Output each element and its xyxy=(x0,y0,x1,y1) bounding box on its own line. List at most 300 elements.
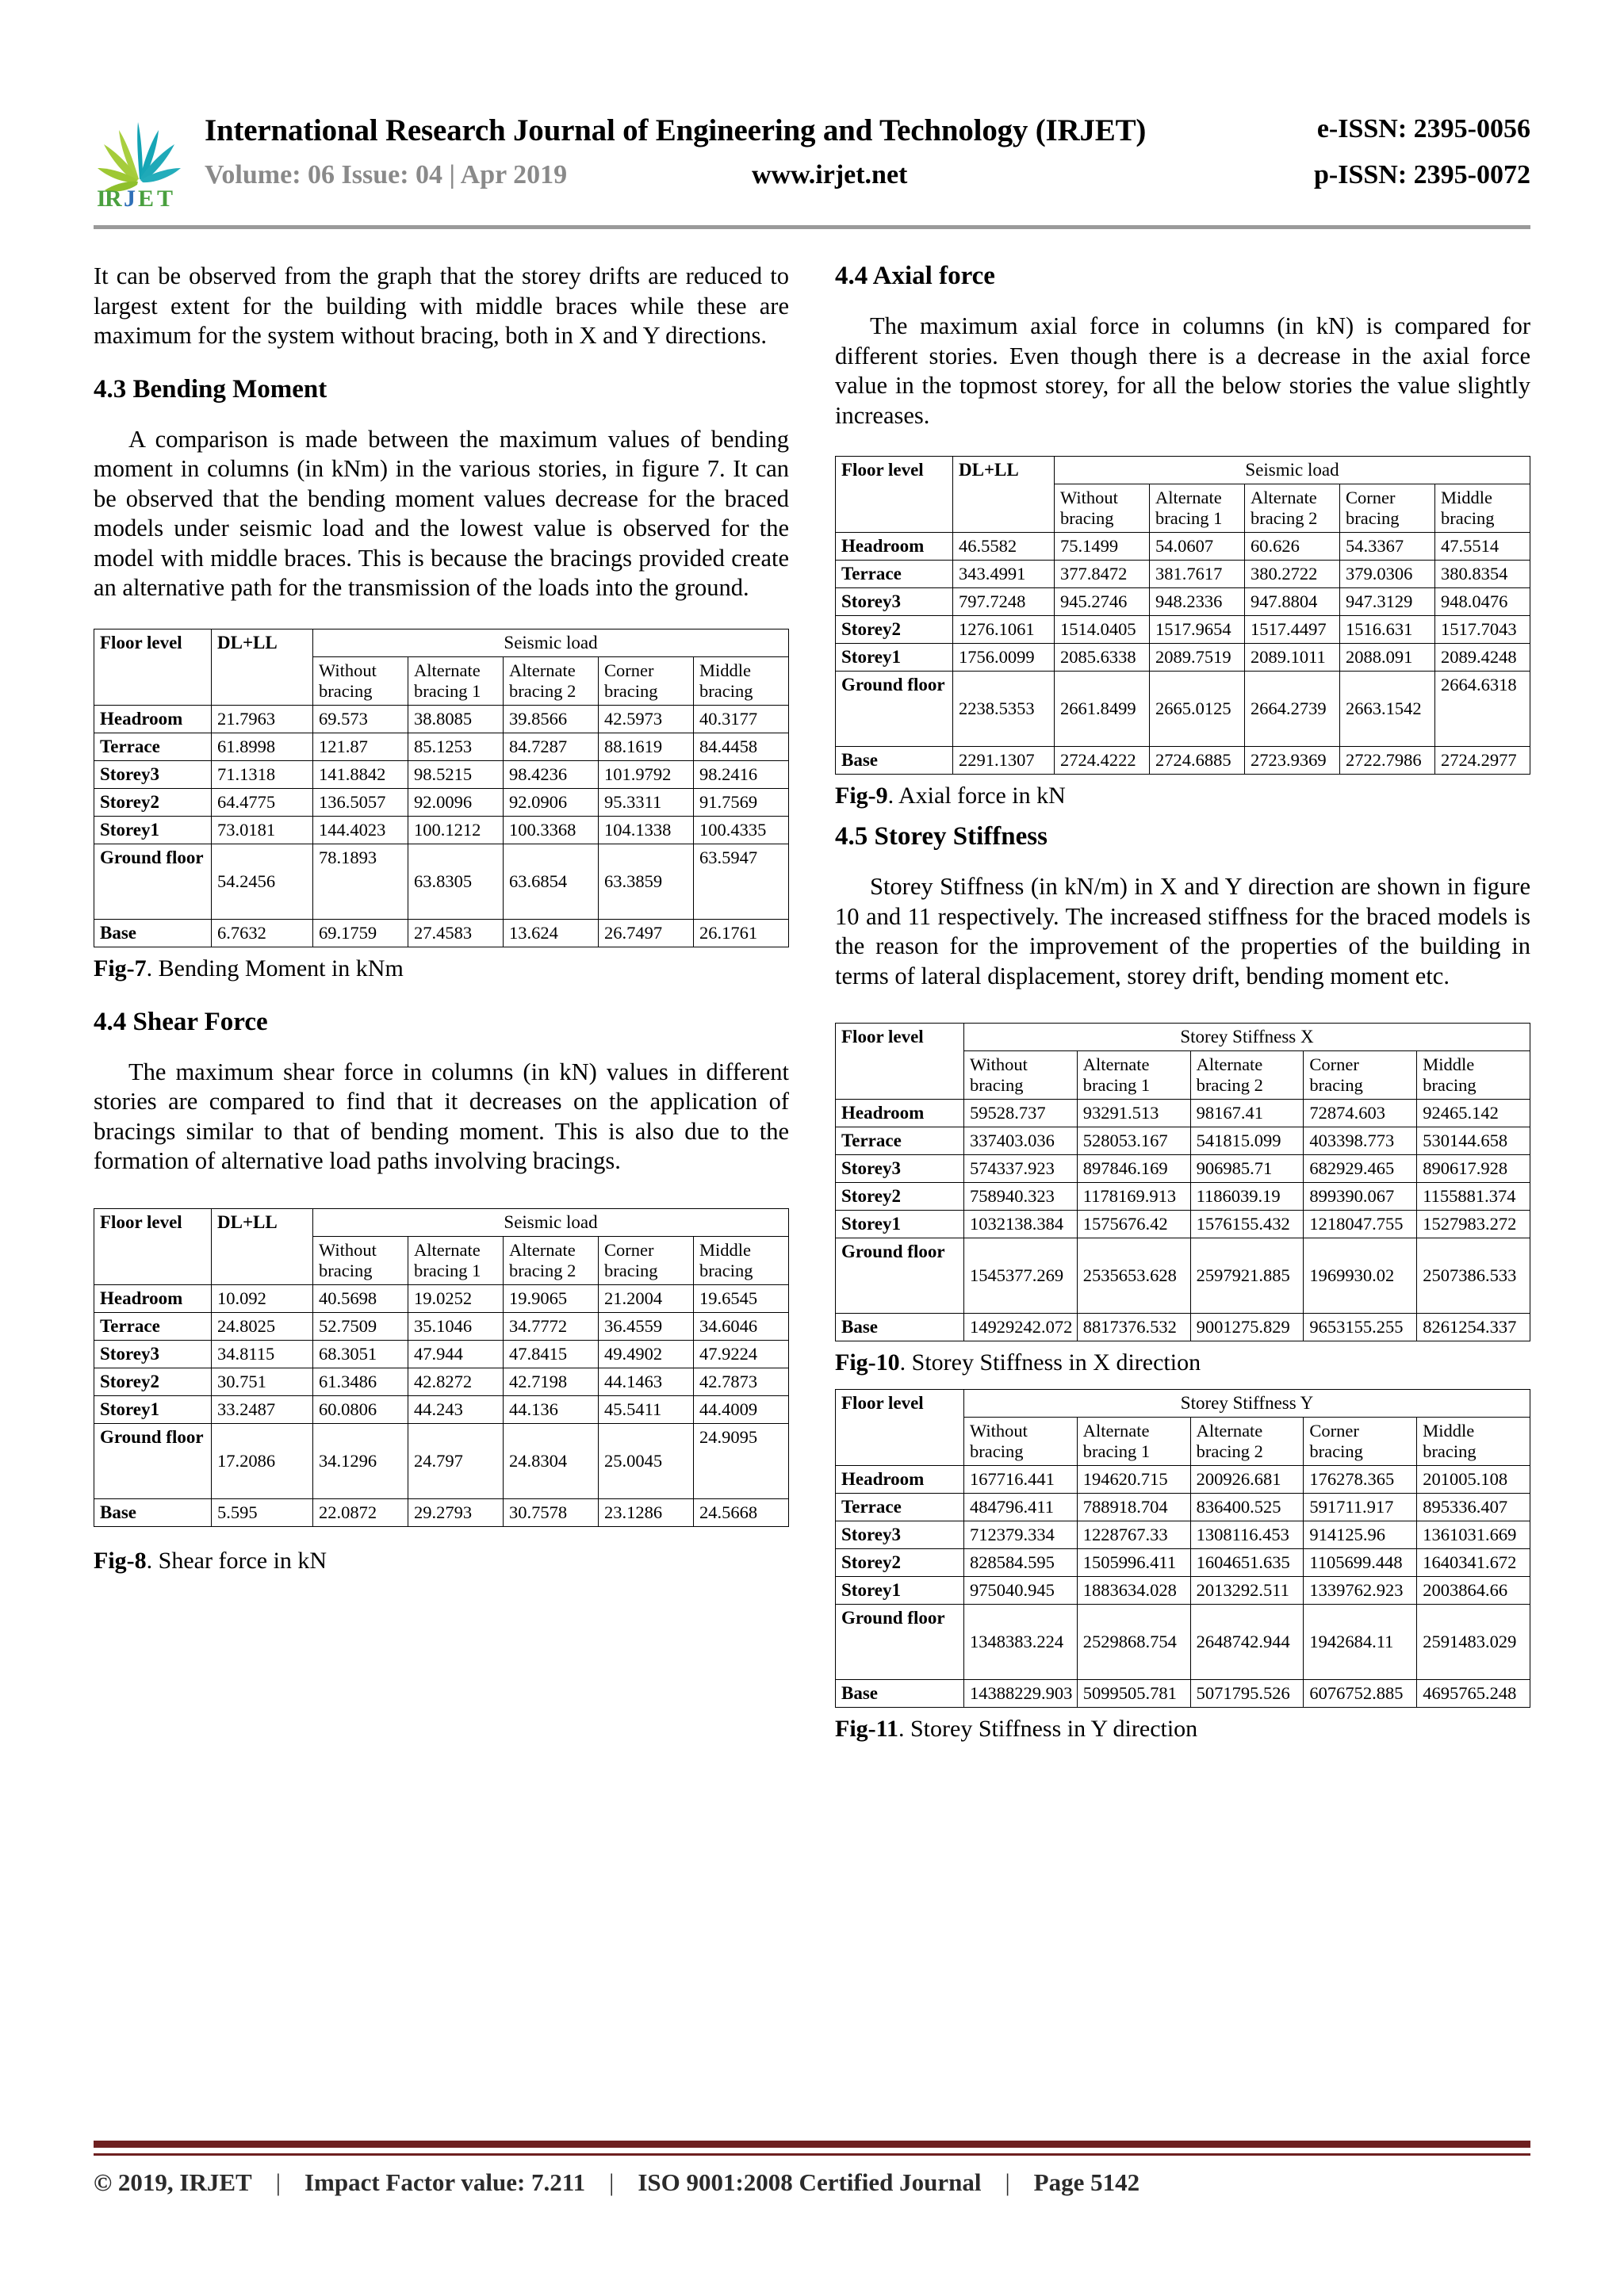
row-label: Ground floor xyxy=(836,1605,964,1680)
cell: 63.3859 xyxy=(599,844,694,919)
col-group-header-seismic-load: Seismic load xyxy=(313,629,789,656)
spacer xyxy=(94,603,789,624)
row-label: Ground floor xyxy=(836,1238,964,1314)
table-body xyxy=(836,1466,1530,1708)
cell: 42.8272 xyxy=(408,1368,504,1395)
cell: 5071795.526 xyxy=(1190,1680,1304,1708)
cell: 27.4583 xyxy=(408,919,504,947)
footer-impact-factor: Impact Factor value: 7.211 xyxy=(304,2168,586,2196)
cell: 98.2416 xyxy=(694,760,789,788)
table-row xyxy=(94,1423,789,1498)
cell: 380.8354 xyxy=(1435,561,1530,588)
cell: 61.3486 xyxy=(313,1368,408,1395)
cell: 1032138.384 xyxy=(964,1211,1078,1238)
cell: 712379.334 xyxy=(964,1521,1078,1549)
table-row xyxy=(836,561,1530,588)
spacer xyxy=(94,1037,789,1058)
row-label: Storey1 xyxy=(94,1395,212,1423)
cell: 1339762.923 xyxy=(1304,1577,1417,1605)
table-row xyxy=(94,733,789,760)
cell: 44.136 xyxy=(504,1395,599,1423)
cell-dlll: 30.751 xyxy=(212,1368,313,1395)
cell: 828584.595 xyxy=(964,1549,1078,1577)
heading-4-3-bending-moment: 4.3 Bending Moment xyxy=(94,374,327,404)
row-label: Base xyxy=(836,1680,964,1708)
irjet-logo-icon xyxy=(94,111,186,209)
table-row xyxy=(94,1395,789,1423)
table-body xyxy=(94,1284,789,1526)
cell: 34.7772 xyxy=(504,1312,599,1340)
row-label: Base xyxy=(836,747,953,775)
spacer xyxy=(835,430,1530,451)
cell-dlll: 1276.1061 xyxy=(953,616,1055,644)
cell: 2661.8499 xyxy=(1055,672,1150,747)
col-header-middle-bracing: Middle bracing xyxy=(1417,1418,1530,1466)
row-label: Headroom xyxy=(94,1284,212,1312)
figure-caption-7-text: . Bending Moment in kNm xyxy=(146,955,404,982)
table-row xyxy=(836,533,1530,561)
cell: 144.4023 xyxy=(313,816,408,844)
row-label: Terrace xyxy=(94,1312,212,1340)
col-header-dlll: DL+LL xyxy=(953,457,1055,533)
table-row xyxy=(836,1466,1530,1494)
footer-separator: | xyxy=(609,2168,615,2196)
col-header-floor-level: Floor level xyxy=(94,629,212,705)
cell: 1969930.02 xyxy=(1304,1238,1417,1314)
cell: 26.1761 xyxy=(694,919,789,947)
col-header-alternate-bracing-2: Alternate bracing 2 xyxy=(1245,484,1340,533)
cell: 2529868.754 xyxy=(1077,1605,1190,1680)
cell-dlll: 6.7632 xyxy=(212,919,313,947)
table-axial-force xyxy=(835,456,1530,775)
row-label: Storey1 xyxy=(836,1577,964,1605)
cell: 22.0872 xyxy=(313,1498,408,1526)
cell: 1105699.448 xyxy=(1304,1549,1417,1577)
svg-text:J: J xyxy=(124,186,136,209)
cell: 26.7497 xyxy=(599,919,694,947)
col-header-alternate-bracing-2: Alternate bracing 2 xyxy=(1190,1418,1304,1466)
col-header-alternate-bracing-1: Alternate bracing 1 xyxy=(1150,484,1245,533)
cell: 1575676.42 xyxy=(1077,1211,1190,1238)
cell: 948.2336 xyxy=(1150,588,1245,616)
cell: 98167.41 xyxy=(1190,1100,1304,1127)
page-header xyxy=(94,111,1530,222)
row-label: Headroom xyxy=(94,705,212,733)
row-label: Base xyxy=(836,1314,964,1341)
cell: 897846.169 xyxy=(1077,1155,1190,1183)
cell: 101.9792 xyxy=(599,760,694,788)
cell: 19.6545 xyxy=(694,1284,789,1312)
cell: 84.4458 xyxy=(694,733,789,760)
heading-4-4-shear-force: 4.4 Shear Force xyxy=(94,1007,268,1036)
cell: 1527983.272 xyxy=(1417,1211,1530,1238)
table-row xyxy=(94,844,789,919)
row-label: Base xyxy=(94,919,212,947)
cell: 2723.9369 xyxy=(1245,747,1340,775)
cell: 8261254.337 xyxy=(1417,1314,1530,1341)
table-row xyxy=(836,644,1530,672)
cell: 13.624 xyxy=(504,919,599,947)
cell-dlll: 34.8115 xyxy=(212,1340,313,1368)
cell: 63.5947 xyxy=(694,844,789,919)
cell: 2535653.628 xyxy=(1077,1238,1190,1314)
journal-title: International Research Journal of Engineering and Technology (IRJET) xyxy=(205,113,1147,147)
cell: 84.7287 xyxy=(504,733,599,760)
col-header-without-bracing: Without bracing xyxy=(964,1051,1078,1100)
row-label: Terrace xyxy=(836,1127,964,1155)
table-header-row-1 xyxy=(94,629,789,656)
table-head xyxy=(94,629,789,705)
table-row xyxy=(94,788,789,816)
row-label: Base xyxy=(94,1498,212,1526)
figure-caption-11-label: Fig-11 xyxy=(835,1716,898,1742)
col-header-dlll: DL+LL xyxy=(212,1208,313,1284)
figure-caption-8 xyxy=(94,1546,789,1576)
cell: 78.1893 xyxy=(313,844,408,919)
col-header-floor-level: Floor level xyxy=(94,1208,212,1284)
row-label: Headroom xyxy=(836,1100,964,1127)
table-wrapper-stiffness-x xyxy=(835,1023,1530,1341)
spacer xyxy=(94,1177,789,1203)
journal-website[interactable]: www.irjet.net xyxy=(752,160,908,189)
cell: 176278.365 xyxy=(1304,1466,1417,1494)
cell: 1186039.19 xyxy=(1190,1183,1304,1211)
footer-divider-thin xyxy=(94,2153,1530,2156)
col-header-floor-level: Floor level xyxy=(836,457,953,533)
col-header-alternate-bracing-1: Alternate bracing 1 xyxy=(1077,1418,1190,1466)
row-label: Ground floor xyxy=(94,1423,212,1498)
left-column xyxy=(94,262,789,1576)
cell: 98.5215 xyxy=(408,760,504,788)
cell: 1218047.755 xyxy=(1304,1211,1417,1238)
cell: 36.4559 xyxy=(599,1312,694,1340)
table-row xyxy=(836,1211,1530,1238)
table-body xyxy=(94,705,789,947)
cell: 895336.407 xyxy=(1417,1494,1530,1521)
table-row xyxy=(836,747,1530,775)
table-storey-stiffness-x xyxy=(835,1023,1530,1341)
cell: 42.7198 xyxy=(504,1368,599,1395)
cell-dlll: 24.8025 xyxy=(212,1312,313,1340)
heading-4-5-storey-stiffness: 4.5 Storey Stiffness xyxy=(835,822,1048,851)
header-divider xyxy=(94,225,1530,229)
table-row xyxy=(94,816,789,844)
table-row xyxy=(836,1680,1530,1708)
table-row xyxy=(836,1314,1530,1341)
row-label: Terrace xyxy=(836,561,953,588)
table-wrapper-stiffness-y xyxy=(835,1389,1530,1708)
figure-caption-9-text: . Axial force in kN xyxy=(887,783,1066,809)
cell: 2724.6885 xyxy=(1150,747,1245,775)
cell: 403398.773 xyxy=(1304,1127,1417,1155)
table-header-row-1 xyxy=(94,1208,789,1236)
cell: 194620.715 xyxy=(1077,1466,1190,1494)
table-row xyxy=(836,1577,1530,1605)
cell: 682929.465 xyxy=(1304,1155,1417,1183)
cell: 379.0306 xyxy=(1340,561,1435,588)
cell-dlll: 46.5582 xyxy=(953,533,1055,561)
cell-dlll: 73.0181 xyxy=(212,816,313,844)
table-wrapper-shear-force xyxy=(94,1208,789,1527)
cell: 68.3051 xyxy=(313,1340,408,1368)
col-header-middle-bracing: Middle bracing xyxy=(1417,1051,1530,1100)
cell: 136.5057 xyxy=(313,788,408,816)
cell: 40.3177 xyxy=(694,705,789,733)
row-label: Storey2 xyxy=(94,1368,212,1395)
cell: 47.8415 xyxy=(504,1340,599,1368)
cell: 1517.7043 xyxy=(1435,616,1530,644)
col-header-without-bracing: Without bracing xyxy=(313,1236,408,1284)
cell: 30.7578 xyxy=(504,1498,599,1526)
spacer xyxy=(835,851,1530,872)
cell: 377.8472 xyxy=(1055,561,1150,588)
cell: 1155881.374 xyxy=(1417,1183,1530,1211)
table-storey-stiffness-y xyxy=(835,1389,1530,1708)
cell: 24.5668 xyxy=(694,1498,789,1526)
figure-caption-8-text: . Shear force in kN xyxy=(146,1547,327,1574)
table-row xyxy=(94,1498,789,1526)
cell: 947.8804 xyxy=(1245,588,1340,616)
cell: 167716.441 xyxy=(964,1466,1078,1494)
cell: 1516.631 xyxy=(1340,616,1435,644)
cell: 9653155.255 xyxy=(1304,1314,1417,1341)
row-label: Storey2 xyxy=(836,616,953,644)
spacer xyxy=(835,291,1530,312)
table-wrapper-bending-moment xyxy=(94,629,789,947)
cell: 100.3368 xyxy=(504,816,599,844)
cell: 47.944 xyxy=(408,1340,504,1368)
table-wrapper-axial-force xyxy=(835,456,1530,775)
row-label: Headroom xyxy=(836,1466,964,1494)
figure-caption-11 xyxy=(835,1714,1530,1744)
row-label: Storey3 xyxy=(94,1340,212,1368)
row-label: Storey2 xyxy=(836,1549,964,1577)
cell: 24.797 xyxy=(408,1423,504,1498)
cell: 121.87 xyxy=(313,733,408,760)
page-footer xyxy=(94,2168,1530,2197)
col-header-middle-bracing: Middle bracing xyxy=(694,656,789,705)
figure-caption-10 xyxy=(835,1348,1530,1378)
cell: 2665.0125 xyxy=(1150,672,1245,747)
heading-4-4-axial-force: 4.4 Axial force xyxy=(835,262,995,290)
figure-caption-9 xyxy=(835,781,1530,811)
cell: 2724.2977 xyxy=(1435,747,1530,775)
col-header-corner-bracing: Corner bracing xyxy=(1340,484,1435,533)
table-row xyxy=(836,1238,1530,1314)
col-header-alternate-bracing-1: Alternate bracing 1 xyxy=(408,1236,504,1284)
col-header-corner-bracing: Corner bracing xyxy=(599,656,694,705)
col-header-alternate-bracing-1: Alternate bracing 1 xyxy=(408,656,504,705)
row-label: Storey1 xyxy=(836,644,953,672)
cell: 69.1759 xyxy=(313,919,408,947)
cell: 2089.1011 xyxy=(1245,644,1340,672)
spacer xyxy=(94,404,789,425)
cell: 1517.4497 xyxy=(1245,616,1340,644)
cell: 2013292.511 xyxy=(1190,1577,1304,1605)
paragraph-4-4-shear: The maximum shear force in columns (in kN) values in different stories are compared to find that it decreases on the application of bracings similar to that of bending moment. This is also due to the formation of alternative load paths involving bracings. xyxy=(94,1058,789,1174)
cell-dlll: 61.8998 xyxy=(212,733,313,760)
cell: 38.8085 xyxy=(408,705,504,733)
cell: 1308116.453 xyxy=(1190,1521,1304,1549)
cell: 104.1338 xyxy=(599,816,694,844)
cell-dlll: 64.4775 xyxy=(212,788,313,816)
cell: 2089.7519 xyxy=(1150,644,1245,672)
row-label: Storey1 xyxy=(94,816,212,844)
cell: 47.9224 xyxy=(694,1340,789,1368)
table-row xyxy=(94,1284,789,1312)
cell: 21.2004 xyxy=(599,1284,694,1312)
figure-caption-7-label: Fig-7 xyxy=(94,955,147,982)
footer-divider-thick xyxy=(94,2141,1530,2148)
table-row xyxy=(94,919,789,947)
cell-dlll: 21.7963 xyxy=(212,705,313,733)
figure-caption-8-label: Fig-8 xyxy=(94,1547,147,1574)
cell: 72874.603 xyxy=(1304,1100,1417,1127)
cell: 19.0252 xyxy=(408,1284,504,1312)
cell: 758940.323 xyxy=(964,1183,1078,1211)
col-header-alternate-bracing-2: Alternate bracing 2 xyxy=(1190,1051,1304,1100)
cell: 484796.411 xyxy=(964,1494,1078,1521)
cell: 200926.681 xyxy=(1190,1466,1304,1494)
table-head xyxy=(836,457,1530,533)
footer-page-number: Page 5142 xyxy=(1033,2168,1140,2196)
col-header-alternate-bracing-1: Alternate bracing 1 xyxy=(1077,1051,1190,1100)
cell-dlll: 71.1318 xyxy=(212,760,313,788)
col-header-corner-bracing: Corner bracing xyxy=(1304,1051,1417,1100)
row-label: Headroom xyxy=(836,533,953,561)
col-group-header-storey-stiffness-y: Storey Stiffness Y xyxy=(964,1390,1530,1418)
cell: 95.3311 xyxy=(599,788,694,816)
cell-dlll: 17.2086 xyxy=(212,1423,313,1498)
table-head xyxy=(94,1208,789,1284)
cell: 92465.142 xyxy=(1417,1100,1530,1127)
cell: 14388229.903 xyxy=(964,1680,1078,1708)
cell: 44.4009 xyxy=(694,1395,789,1423)
cell: 2724.4222 xyxy=(1055,747,1150,775)
table-row xyxy=(94,760,789,788)
col-header-corner-bracing: Corner bracing xyxy=(1304,1418,1417,1466)
table-row xyxy=(94,1312,789,1340)
cell: 914125.96 xyxy=(1304,1521,1417,1549)
cell: 201005.108 xyxy=(1417,1466,1530,1494)
cell: 1361031.669 xyxy=(1417,1521,1530,1549)
cell: 1348383.224 xyxy=(964,1605,1078,1680)
cell: 1545377.269 xyxy=(964,1238,1078,1314)
table-header-row-1 xyxy=(836,1024,1530,1051)
cell: 45.5411 xyxy=(599,1395,694,1423)
cell: 141.8842 xyxy=(313,760,408,788)
cell: 2507386.533 xyxy=(1417,1238,1530,1314)
cell: 890617.928 xyxy=(1417,1155,1530,1183)
table-row xyxy=(836,1100,1530,1127)
cell: 2597921.885 xyxy=(1190,1238,1304,1314)
table-shear-force xyxy=(94,1208,789,1527)
figure-caption-10-text: . Storey Stiffness in X direction xyxy=(899,1349,1201,1376)
cell: 42.5973 xyxy=(599,705,694,733)
paragraph-4-3: A comparison is made between the maximum values of bending moment in columns (in kNm) in the various stories, in figure 7. It can be observed that the bending moment values decrease for the braced models under seismic load and the lowest value is observed for the model with middle braces. This is because the bracings provided create an alternative path for the transmission of the loads into the ground. xyxy=(94,425,789,601)
row-label: Storey3 xyxy=(836,588,953,616)
cell: 40.5698 xyxy=(313,1284,408,1312)
col-header-dlll: DL+LL xyxy=(212,629,313,705)
table-row xyxy=(836,1605,1530,1680)
e-issn: e-ISSN: 2395-0056 xyxy=(1316,114,1530,144)
cell: 35.1046 xyxy=(408,1312,504,1340)
cell: 44.1463 xyxy=(599,1368,694,1395)
cell: 2664.2739 xyxy=(1245,672,1340,747)
cell: 8817376.532 xyxy=(1077,1314,1190,1341)
col-group-header-seismic-load: Seismic load xyxy=(313,1208,789,1236)
cell: 25.0045 xyxy=(599,1423,694,1498)
cell: 59528.737 xyxy=(964,1100,1078,1127)
cell: 2089.4248 xyxy=(1435,644,1530,672)
cell-dlll: 1756.0099 xyxy=(953,644,1055,672)
table-row xyxy=(836,1494,1530,1521)
cell: 1505996.411 xyxy=(1077,1549,1190,1577)
cell: 2085.6338 xyxy=(1055,644,1150,672)
cell: 380.2722 xyxy=(1245,561,1340,588)
cell: 92.0906 xyxy=(504,788,599,816)
cell: 100.4335 xyxy=(694,816,789,844)
row-label: Terrace xyxy=(94,733,212,760)
table-row xyxy=(836,1155,1530,1183)
cell: 541815.099 xyxy=(1190,1127,1304,1155)
cell: 19.9065 xyxy=(504,1284,599,1312)
cell: 947.3129 xyxy=(1340,588,1435,616)
cell: 60.626 xyxy=(1245,533,1340,561)
cell: 337403.036 xyxy=(964,1127,1078,1155)
figure-caption-10-label: Fig-10 xyxy=(835,1349,900,1376)
col-group-header-seismic-load: Seismic load xyxy=(1055,457,1530,484)
cell: 85.1253 xyxy=(408,733,504,760)
footer-separator: | xyxy=(275,2168,281,2196)
row-label: Storey3 xyxy=(94,760,212,788)
cell: 23.1286 xyxy=(599,1498,694,1526)
cell-dlll: 2238.5353 xyxy=(953,672,1055,747)
table-row xyxy=(836,616,1530,644)
cell: 91.7569 xyxy=(694,788,789,816)
cell-dlll: 10.092 xyxy=(212,1284,313,1312)
row-label: Storey3 xyxy=(836,1521,964,1549)
row-label: Storey2 xyxy=(836,1183,964,1211)
table-row xyxy=(836,1183,1530,1211)
row-label: Ground floor xyxy=(94,844,212,919)
cell: 63.8305 xyxy=(408,844,504,919)
cell: 1640341.672 xyxy=(1417,1549,1530,1577)
cell: 24.9095 xyxy=(694,1423,789,1498)
table-row xyxy=(836,1549,1530,1577)
cell: 60.0806 xyxy=(313,1395,408,1423)
figure-caption-11-text: . Storey Stiffness in Y direction xyxy=(898,1716,1198,1742)
cell: 948.0476 xyxy=(1435,588,1530,616)
cell-dlll: 2291.1307 xyxy=(953,747,1055,775)
table-body xyxy=(836,1100,1530,1341)
cell: 47.5514 xyxy=(1435,533,1530,561)
cell: 49.4902 xyxy=(599,1340,694,1368)
cell: 69.573 xyxy=(313,705,408,733)
cell: 1178169.913 xyxy=(1077,1183,1190,1211)
spacer xyxy=(835,991,1530,1018)
p-issn: p-ISSN: 2395-0072 xyxy=(1314,160,1530,189)
cell: 6076752.885 xyxy=(1304,1680,1417,1708)
cell: 1942684.11 xyxy=(1304,1605,1417,1680)
cell: 1604651.635 xyxy=(1190,1549,1304,1577)
table-row xyxy=(836,672,1530,747)
cell: 75.1499 xyxy=(1055,533,1150,561)
irjet-logo xyxy=(94,111,186,209)
col-header-without-bracing: Without bracing xyxy=(313,656,408,705)
cell: 54.0607 xyxy=(1150,533,1245,561)
col-header-alternate-bracing-2: Alternate bracing 2 xyxy=(504,656,599,705)
